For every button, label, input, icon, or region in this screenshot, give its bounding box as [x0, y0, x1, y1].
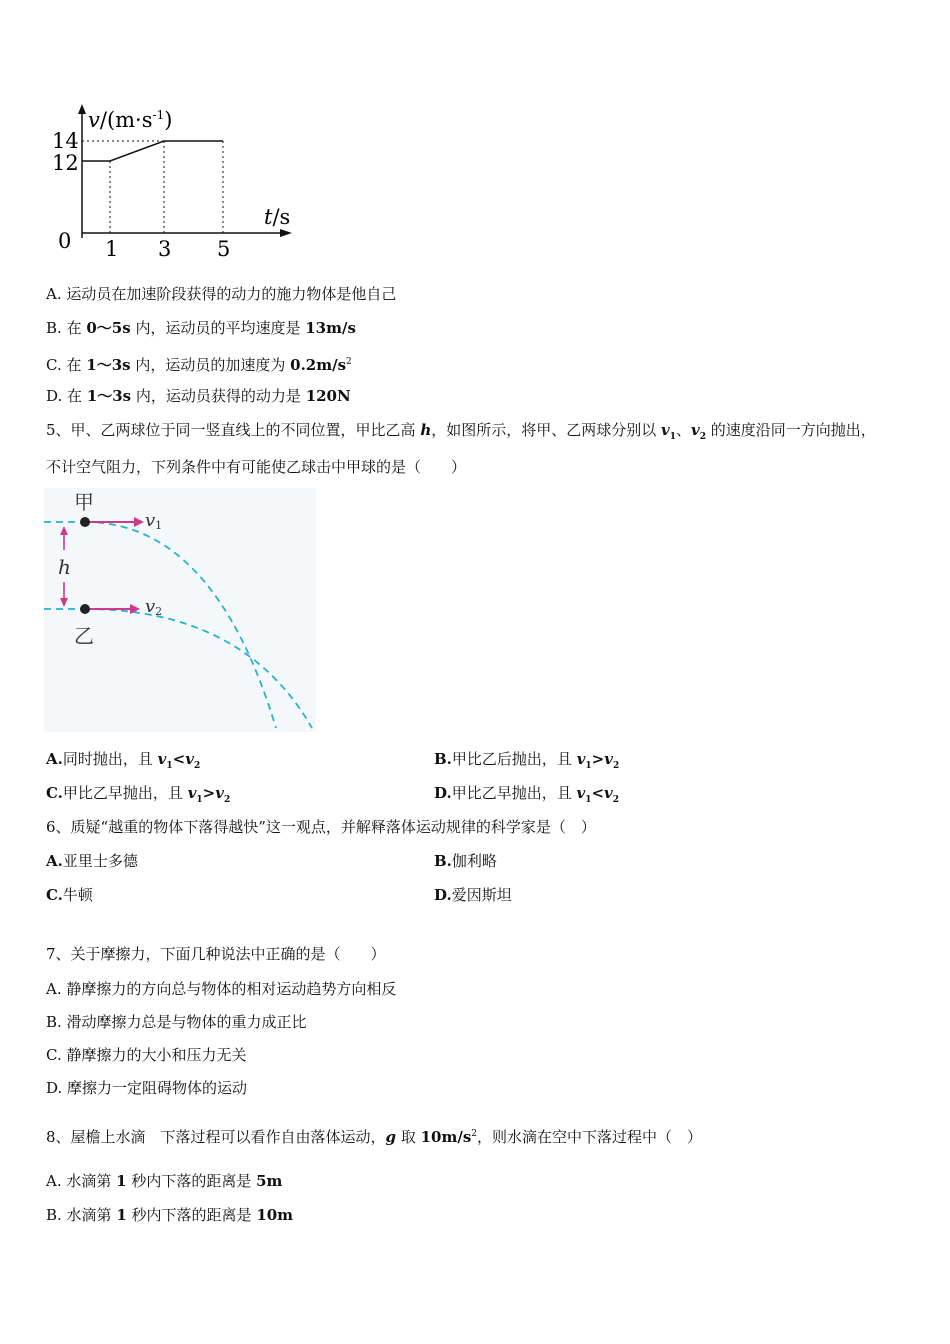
q5-option-b: B.甲比乙后抛出，且 $v_1>v_2$ — [434, 750, 620, 771]
q6-option-d: D.爱因斯坦 — [434, 886, 512, 904]
q5-stem-line2: 不计空气阻力，下列条件中有可能使乙球击中甲球的是（ ） — [46, 458, 467, 476]
q4-option-c: C. 在 1～3s 内，运动员的加速度为 $0.2m/s^2$ — [46, 356, 352, 374]
v2-label: v2 — [145, 596, 163, 618]
q8-option-a: A. 水滴第 1 秒内下落的距离是 5m — [46, 1172, 283, 1190]
q5-option-a: A.同时抛出，且 $v_1<v_2$ — [46, 750, 201, 771]
y-axis-label: $v/(m\cdot s^{-1})$ — [88, 108, 173, 132]
v1-label: v1 — [145, 510, 163, 532]
q7-option-c: C. 静摩擦力的大小和压力无关 — [46, 1046, 247, 1064]
q6-option-b: B.伽利略 — [434, 852, 497, 870]
velocity-curve — [82, 141, 223, 161]
q7-option-b: B. 滑动摩擦力总是与物体的重力成正比 — [46, 1013, 307, 1031]
q8-option-b: B. 水滴第 1 秒内下落的距离是 10m — [46, 1206, 294, 1224]
q6-stem: 6、质疑“越重的物体下落得越快”这一观点，并解释落体运动规律的科学家是（ ） — [46, 818, 596, 836]
y-tick-14: 14 — [52, 129, 79, 153]
origin-label: 0 — [58, 229, 72, 253]
x-axis-arrow — [280, 229, 292, 237]
q6-option-a: A.亚里士多德 — [46, 852, 138, 870]
q4-option-d: D. 在 1～3s 内，运动员获得的动力是 120N — [46, 387, 351, 405]
y-axis-arrow — [78, 104, 86, 114]
x-tick-5: 5 — [217, 237, 231, 261]
h-label: h — [58, 555, 71, 579]
q5-stem: 5、甲、乙两球位于同一竖直线上的不同位置，甲比乙高 h，如图所示，将甲、乙两球分别以 $v_1$、$v_2$ 的速度沿同一方向抛出， — [46, 421, 876, 442]
ball-yi — [80, 604, 90, 614]
q6-option-c: C.牛顿 — [46, 886, 93, 904]
q7-stem: 7、关于摩擦力，下面几种说法中正确的是（ ） — [46, 945, 386, 963]
label-jia: 甲 — [74, 490, 94, 514]
ball-jia — [80, 517, 90, 527]
label-yi: 乙 — [74, 624, 94, 648]
q7-option-d: D. 摩擦力一定阻碍物体的运动 — [46, 1079, 248, 1097]
velocity-time-graph — [40, 100, 310, 270]
q7-option-a: A. 静摩擦力的方向总与物体的相对运动趋势方向相反 — [46, 980, 397, 998]
projectile-figure — [44, 488, 316, 732]
x-axis-label: t/s — [264, 205, 291, 229]
q5-option-c: C.甲比乙早抛出，且 $v_1>v_2$ — [46, 784, 231, 805]
q4-option-b: B. 在 0～5s 内，运动员的平均速度是 13m/s — [46, 319, 356, 337]
y-tick-12: 12 — [52, 151, 79, 175]
x-tick-3: 3 — [158, 237, 172, 261]
x-tick-1: 1 — [105, 237, 119, 261]
q8-stem: 8、屋檐上水滴 下落过程可以看作自由落体运动，g 取 $10m/s^2$，则水滴在空中下落过程中（ ） — [46, 1128, 703, 1146]
q5-option-d: D.甲比乙早抛出，且 $v_1<v_2$ — [434, 784, 620, 805]
q4-option-a: A. 运动员在加速阶段获得的动力的施力物体是他自己 — [46, 285, 397, 303]
